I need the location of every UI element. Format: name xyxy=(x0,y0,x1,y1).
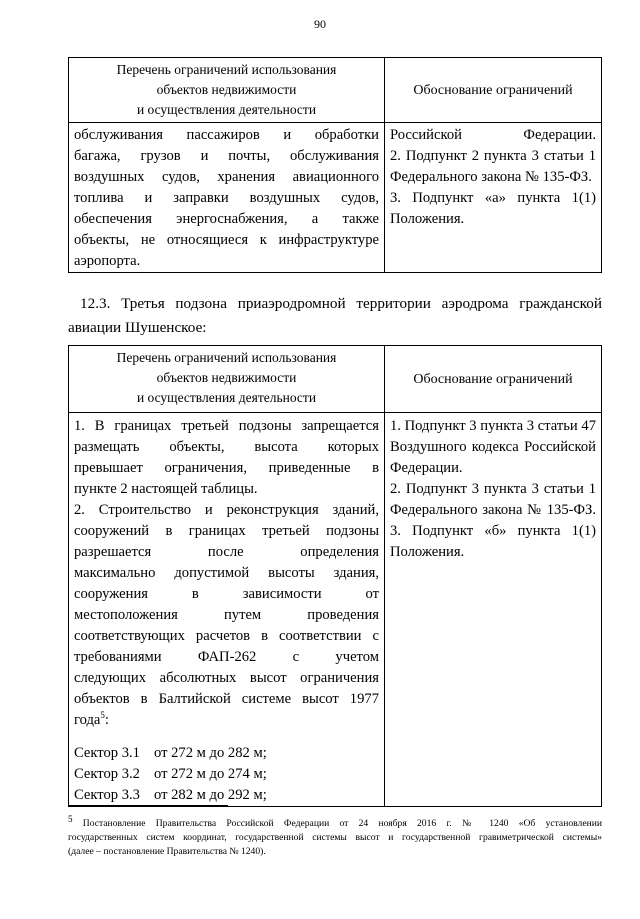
text-line: топлива и заправки воздушных судов, xyxy=(74,190,379,206)
sector-range: от 272 м до 274 м; xyxy=(154,766,267,782)
page-number: 90 xyxy=(314,17,326,31)
footnote-divider xyxy=(68,805,228,806)
third-subzone-table xyxy=(68,345,602,807)
footnote-text: Постановление Правительства Российской Федерации от 24 ноября 2016 г. № 1240 «Об установлении xyxy=(82,818,602,829)
text-line: аэропорта. xyxy=(74,253,141,269)
footnote-line xyxy=(68,813,602,831)
restrictions-table-continued xyxy=(68,57,602,273)
sector-label: Сектор 3.2 xyxy=(74,766,140,782)
text-line: Положения. xyxy=(390,211,465,227)
sector-row xyxy=(74,743,379,764)
header-restrictions-list xyxy=(69,346,385,413)
header-line: объектов недвижимости xyxy=(156,370,297,385)
justification-cell xyxy=(385,413,602,807)
text-line: соответствующих расчетов в соответствии с xyxy=(74,628,379,644)
text-line: пункте 2 настоящей таблицы. xyxy=(74,481,258,497)
text-line: следующих абсолютных высот ограничения xyxy=(74,670,379,686)
justification-cell xyxy=(385,123,602,273)
text-line: максимально допустимой высоты здания, xyxy=(74,565,379,581)
table-row xyxy=(69,123,602,273)
sector-range: от 282 м до 292 м; xyxy=(154,787,267,803)
footnote-number: 5 xyxy=(68,813,73,824)
text-line: разрешается после определения xyxy=(74,544,379,560)
header-justification: Обоснование ограничений xyxy=(385,346,602,413)
text-line: обслуживания пассажиров и обработки xyxy=(74,127,379,143)
footnote xyxy=(68,813,602,859)
text-line: требованиями ФАП-262 с учетом xyxy=(74,649,379,665)
sector-row xyxy=(74,764,379,785)
text-line: Федерации. xyxy=(390,460,463,476)
section-line: авиации Шушенское: xyxy=(68,319,207,336)
text-line: 1. В границах третьей подзоны запрещается xyxy=(74,418,379,434)
sector-label: Сектор 3.1 xyxy=(74,745,140,761)
text-line: воздушных судов, хранения авиационного xyxy=(74,169,379,185)
header-line: объектов недвижимости xyxy=(156,82,297,97)
text-line: обеспечения энергоснабжения, а также xyxy=(74,211,379,227)
header-line: Перечень ограничений использования xyxy=(116,62,337,77)
text-line: сооружения в зависимости от xyxy=(74,586,379,602)
text-line: Федерального закона № 135-ФЗ. xyxy=(390,502,596,518)
text-line: Федерального закона № 135-ФЗ. xyxy=(390,169,592,185)
text-line: 3. Подпункт «б» пункта 1(1) xyxy=(390,523,596,539)
text-line: года$^5$: xyxy=(74,710,109,728)
text-line: Положения. xyxy=(390,544,465,560)
header-restrictions-list xyxy=(69,58,385,123)
text-line: 3. Подпункт «а» пункта 1(1) xyxy=(390,190,596,206)
text-line: 1. Подпункт 3 пункта 3 статьи 47 xyxy=(390,418,596,434)
restrictions-cell xyxy=(69,413,385,807)
text-line: Воздушного кодекса Российской xyxy=(390,439,596,455)
header-line: и осуществления деятельности xyxy=(136,102,317,117)
text-line: 2. Подпункт 3 пункта 3 статьи 1 xyxy=(390,481,596,497)
text-line: 2. Подпункт 2 пункта 3 статьи 1 xyxy=(390,148,596,164)
text-line: сооружений в границах третьей подзоны xyxy=(74,523,379,539)
text-fragment: года xyxy=(74,712,101,728)
restrictions-cell xyxy=(69,123,385,273)
header-justification: Обоснование ограничений xyxy=(385,58,602,123)
section-heading xyxy=(68,292,602,340)
sector-range: от 272 м до 282 м; xyxy=(154,745,267,761)
footnote-line: государственных систем координат, государственной системы высот и государственной гравиметрической системы» xyxy=(68,832,602,843)
header-line: Перечень ограничений использования xyxy=(116,350,337,365)
table-header-row xyxy=(69,58,602,123)
sector-label: Сектор 3.3 xyxy=(74,787,140,803)
table-row xyxy=(69,413,602,807)
table-header-row xyxy=(69,346,602,413)
text-line: местоположения путем проведения xyxy=(74,607,379,623)
section-line: 12.3. Третья подзона приаэродромной территории аэродрома гражданской xyxy=(80,295,602,312)
text-line: превышает ограничения, приведенные в xyxy=(74,460,379,476)
sector-row xyxy=(74,785,379,806)
footnote-reference: 5 xyxy=(100,710,105,721)
text-line: объекты, не относящиеся к инфраструктуре xyxy=(74,232,379,248)
text-line: Российской Федерации. xyxy=(390,127,596,143)
text-line: объектов в Балтийской системе высот 1977 xyxy=(74,691,379,707)
footnote-line: (далее – постановление Правительства № 1240). xyxy=(68,846,266,857)
text-line: 2. Строительство и реконструкция зданий, xyxy=(74,502,379,518)
header-line: и осуществления деятельности xyxy=(136,390,317,405)
text-line: багажа, грузов и почты, обслуживания xyxy=(74,148,379,164)
text-line: размещать объекты, высота которых xyxy=(74,439,379,455)
spacer xyxy=(74,731,379,743)
